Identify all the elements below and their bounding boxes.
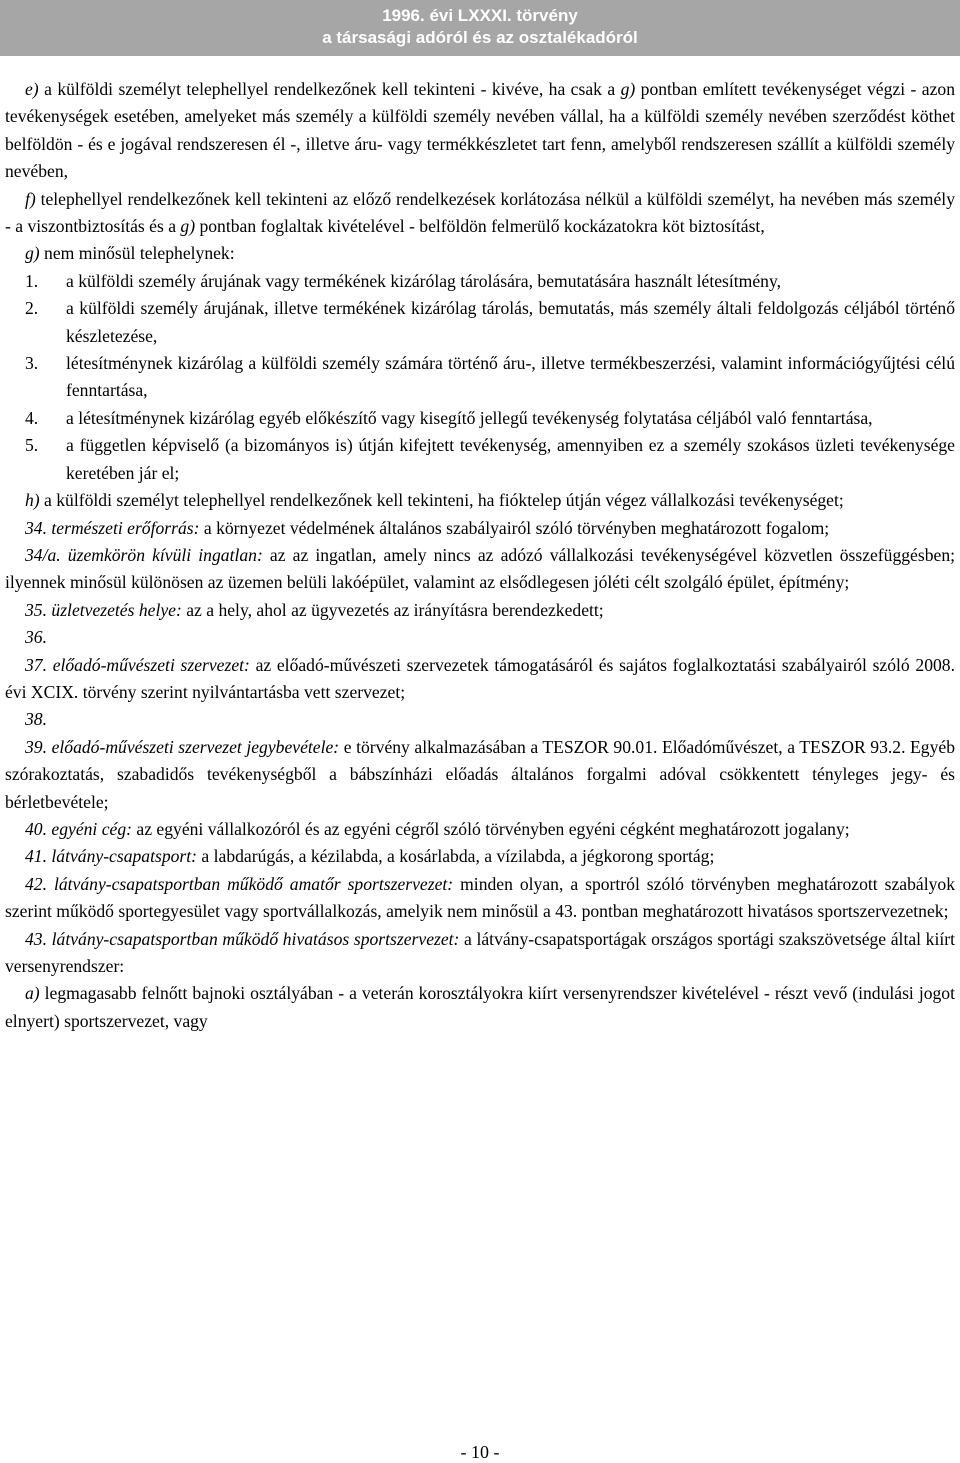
definition-text: a labdarúgás, a kézilabda, a kosárlabda, a vízilabda, a jégkorong sportág; [197, 846, 715, 867]
definition-42 [5, 871, 955, 926]
list-item [5, 295, 955, 350]
definition-number: 35. [25, 599, 47, 620]
document-body [5, 76, 955, 1035]
paragraph-text: a külföldi személyt telephellyel rendelkezőnek kell tekinteni - kivéve, ha csak a [38, 79, 621, 99]
definition-number: 34/a. [25, 544, 61, 565]
paragraph-text: a külföldi személyt telephellyel rendelkezőnek kell tekinteni, ha fióktelep útján végez vállalkozási tevékenységet; [39, 490, 844, 511]
definition-text: az előadó-művészeti szervezetek támogatásáról és sajátos foglalkoztatási szabályairól szóló 2008. évi XCIX. törvény szerint nyilvántartásba vett szervezet; [5, 654, 955, 702]
item-number: 5. [25, 435, 39, 456]
definition-text: minden olyan, a sportról szóló törvényben meghatározott szabályok szerint működő sportegyesület vagy sportvállalkozás, amelyik nem minősül a 43. pontban meghatározott hivatásos sportszervezetnek; [5, 873, 955, 922]
item-text: létesítménynek kizárólag a külföldi személy számára történő áru-, illetve termékbeszerzési, valamint információgyűjtési célú fenntartása, [66, 353, 955, 401]
item-text: a külföldi személy árujának vagy termékének kizárólag tárolására, bemutatására használt létesítmény, [66, 270, 782, 291]
definition-36 [5, 624, 955, 651]
paragraph-h [5, 487, 955, 514]
paragraph-text: pontban foglaltak kivételével - belföldön felmerülő kockázatokra köt biztosítást, [195, 216, 765, 237]
definition-term: látvány-csapatsport: [51, 846, 198, 867]
definition-43 [5, 926, 955, 981]
item-number: 2. [25, 298, 39, 319]
paragraph-text: nem minősül telephelynek: [39, 243, 235, 264]
definition-text: e törvény alkalmazásában a TESZOR 90.01. Előadóművészet, a TESZOR 93.2. Egyéb szórakoztatás, szabadidős tevékenységből a bábszínházi előadás általános forgalmi adóval csökkentett tényleges jegy- és bérletbevétele; [5, 736, 956, 812]
definition-34a [5, 542, 955, 597]
definition-number: 42. [25, 873, 47, 894]
definition-34 [5, 515, 955, 542]
definition-39 [5, 734, 955, 816]
definition-term: üzemkörön kívüli ingatlan: [67, 544, 263, 565]
list-item [5, 405, 955, 432]
definition-text: az a hely, ahol az ügyvezetés az irányításra berendezkedett; [181, 599, 604, 620]
definition-38 [5, 706, 955, 733]
item-text: a külföldi személy árujának, illetve termékének kizárólag tárolás, bemutatás, más személy általi feldolgozás céljából történő készletezése, [66, 298, 955, 346]
definition-number: 38. [25, 709, 47, 730]
point-label: e) [25, 79, 39, 99]
point-label: f) [25, 188, 36, 209]
definition-number: 41. [25, 846, 47, 867]
list-item [5, 350, 955, 405]
definition-35 [5, 597, 955, 624]
paragraph-f [5, 186, 955, 241]
definition-number: 39. [25, 736, 47, 757]
definition-text: az az ingatlan, amely nincs az adózó vállalkozási tevékenységével közvetlen összefüggésben; ilyennek minősül különösen az üzemen belüli lakóépület, valamint az elsődlegesen jóléti célt szolgáló épület, építmény; [5, 544, 956, 593]
definition-term: üzletvezetés helye: [51, 599, 182, 620]
definition-text: a környezet védelmének általános szabályairól szóló törvényben meghatározott fogalom; [199, 517, 830, 538]
definition-text: a látvány-csapatsportágak országos sportági szakszövetsége által kiírt versenyrendszer: [5, 928, 955, 976]
header-title: 1996. évi LXXXI. törvény [382, 6, 578, 25]
point-reference: g) [620, 79, 636, 99]
definition-term: látvány-csapatsportban működő amatőr sportszervezet: [53, 873, 454, 894]
item-text: a független képviselő (a bizományos is) útján kifejtett tevékenység, amennyiben ez a személy szokásos üzleti tevékenysége keretében jár el; [66, 435, 955, 483]
list-item [5, 268, 955, 295]
paragraph-e [5, 76, 955, 186]
list-item [5, 432, 955, 487]
paragraph-a [5, 980, 955, 1035]
running-header [0, 0, 960, 56]
definition-41 [5, 843, 955, 870]
point-reference: g) [180, 216, 196, 237]
definition-term: előadó-művészeti szervezet: [52, 654, 250, 675]
point-label: g) [25, 243, 40, 264]
header-subtitle: a társasági adóról és az osztalékadóról [322, 28, 638, 47]
definition-40 [5, 816, 955, 843]
item-number: 3. [25, 353, 39, 374]
item-text: a létesítménynek kizárólag egyéb előkészítő vagy kisegítő jellegű tevékenység folytatása céljából való fenntartása, [66, 407, 873, 428]
definition-37 [5, 652, 955, 707]
definition-term: látvány-csapatsportban működő hivatásos sportszervezet: [51, 928, 460, 949]
definition-term: természeti erőforrás: [51, 517, 200, 538]
definition-term: egyéni cég: [51, 818, 132, 839]
definition-number: 40. [25, 818, 47, 839]
paragraph-text: telephellyel rendelkezőnek kell tekinteni az előző rendelkezések korlátozása nélkül a külföldi személyt, ha nevében más személy - a viszontbiztosítás és a [5, 188, 955, 237]
item-number: 1. [25, 270, 39, 291]
definition-number: 43. [25, 928, 47, 949]
paragraph-g [5, 240, 955, 267]
definition-term: előadó-művészeti szervezet jegybevétele: [51, 736, 340, 757]
paragraph-text: legmagasabb felnőtt bajnoki osztályában - a veterán korosztályokra kiírt versenyrendszer kivételével - részt vevő (indulási jogot elnyert) sportszervezet, vagy [5, 983, 955, 1031]
page-number: - 10 - [460, 1442, 500, 1462]
point-label: a) [25, 983, 40, 1004]
paragraph-text: pontban említett tevékenységet végzi - azon tevékenységek esetében, amelyeket más személy a külföldi személy nevében vállal, ha a külföldi személy nevében szerződést köthet belföldön - és e jogával rendszeresen él -, illetve áru- vagy termékkészletet tart fenn, amelyből rendszeresen szállít a külföldi személy nevében, [5, 79, 955, 182]
definition-number: 37. [25, 654, 47, 675]
definition-number: 36. [25, 627, 47, 648]
item-number: 4. [25, 407, 39, 428]
definition-number: 34. [25, 517, 47, 538]
point-label: h) [25, 490, 40, 511]
definition-text: az egyéni vállalkozóról és az egyéni cégről szóló törvényben egyéni cégként meghatározott jogalany; [132, 818, 850, 839]
